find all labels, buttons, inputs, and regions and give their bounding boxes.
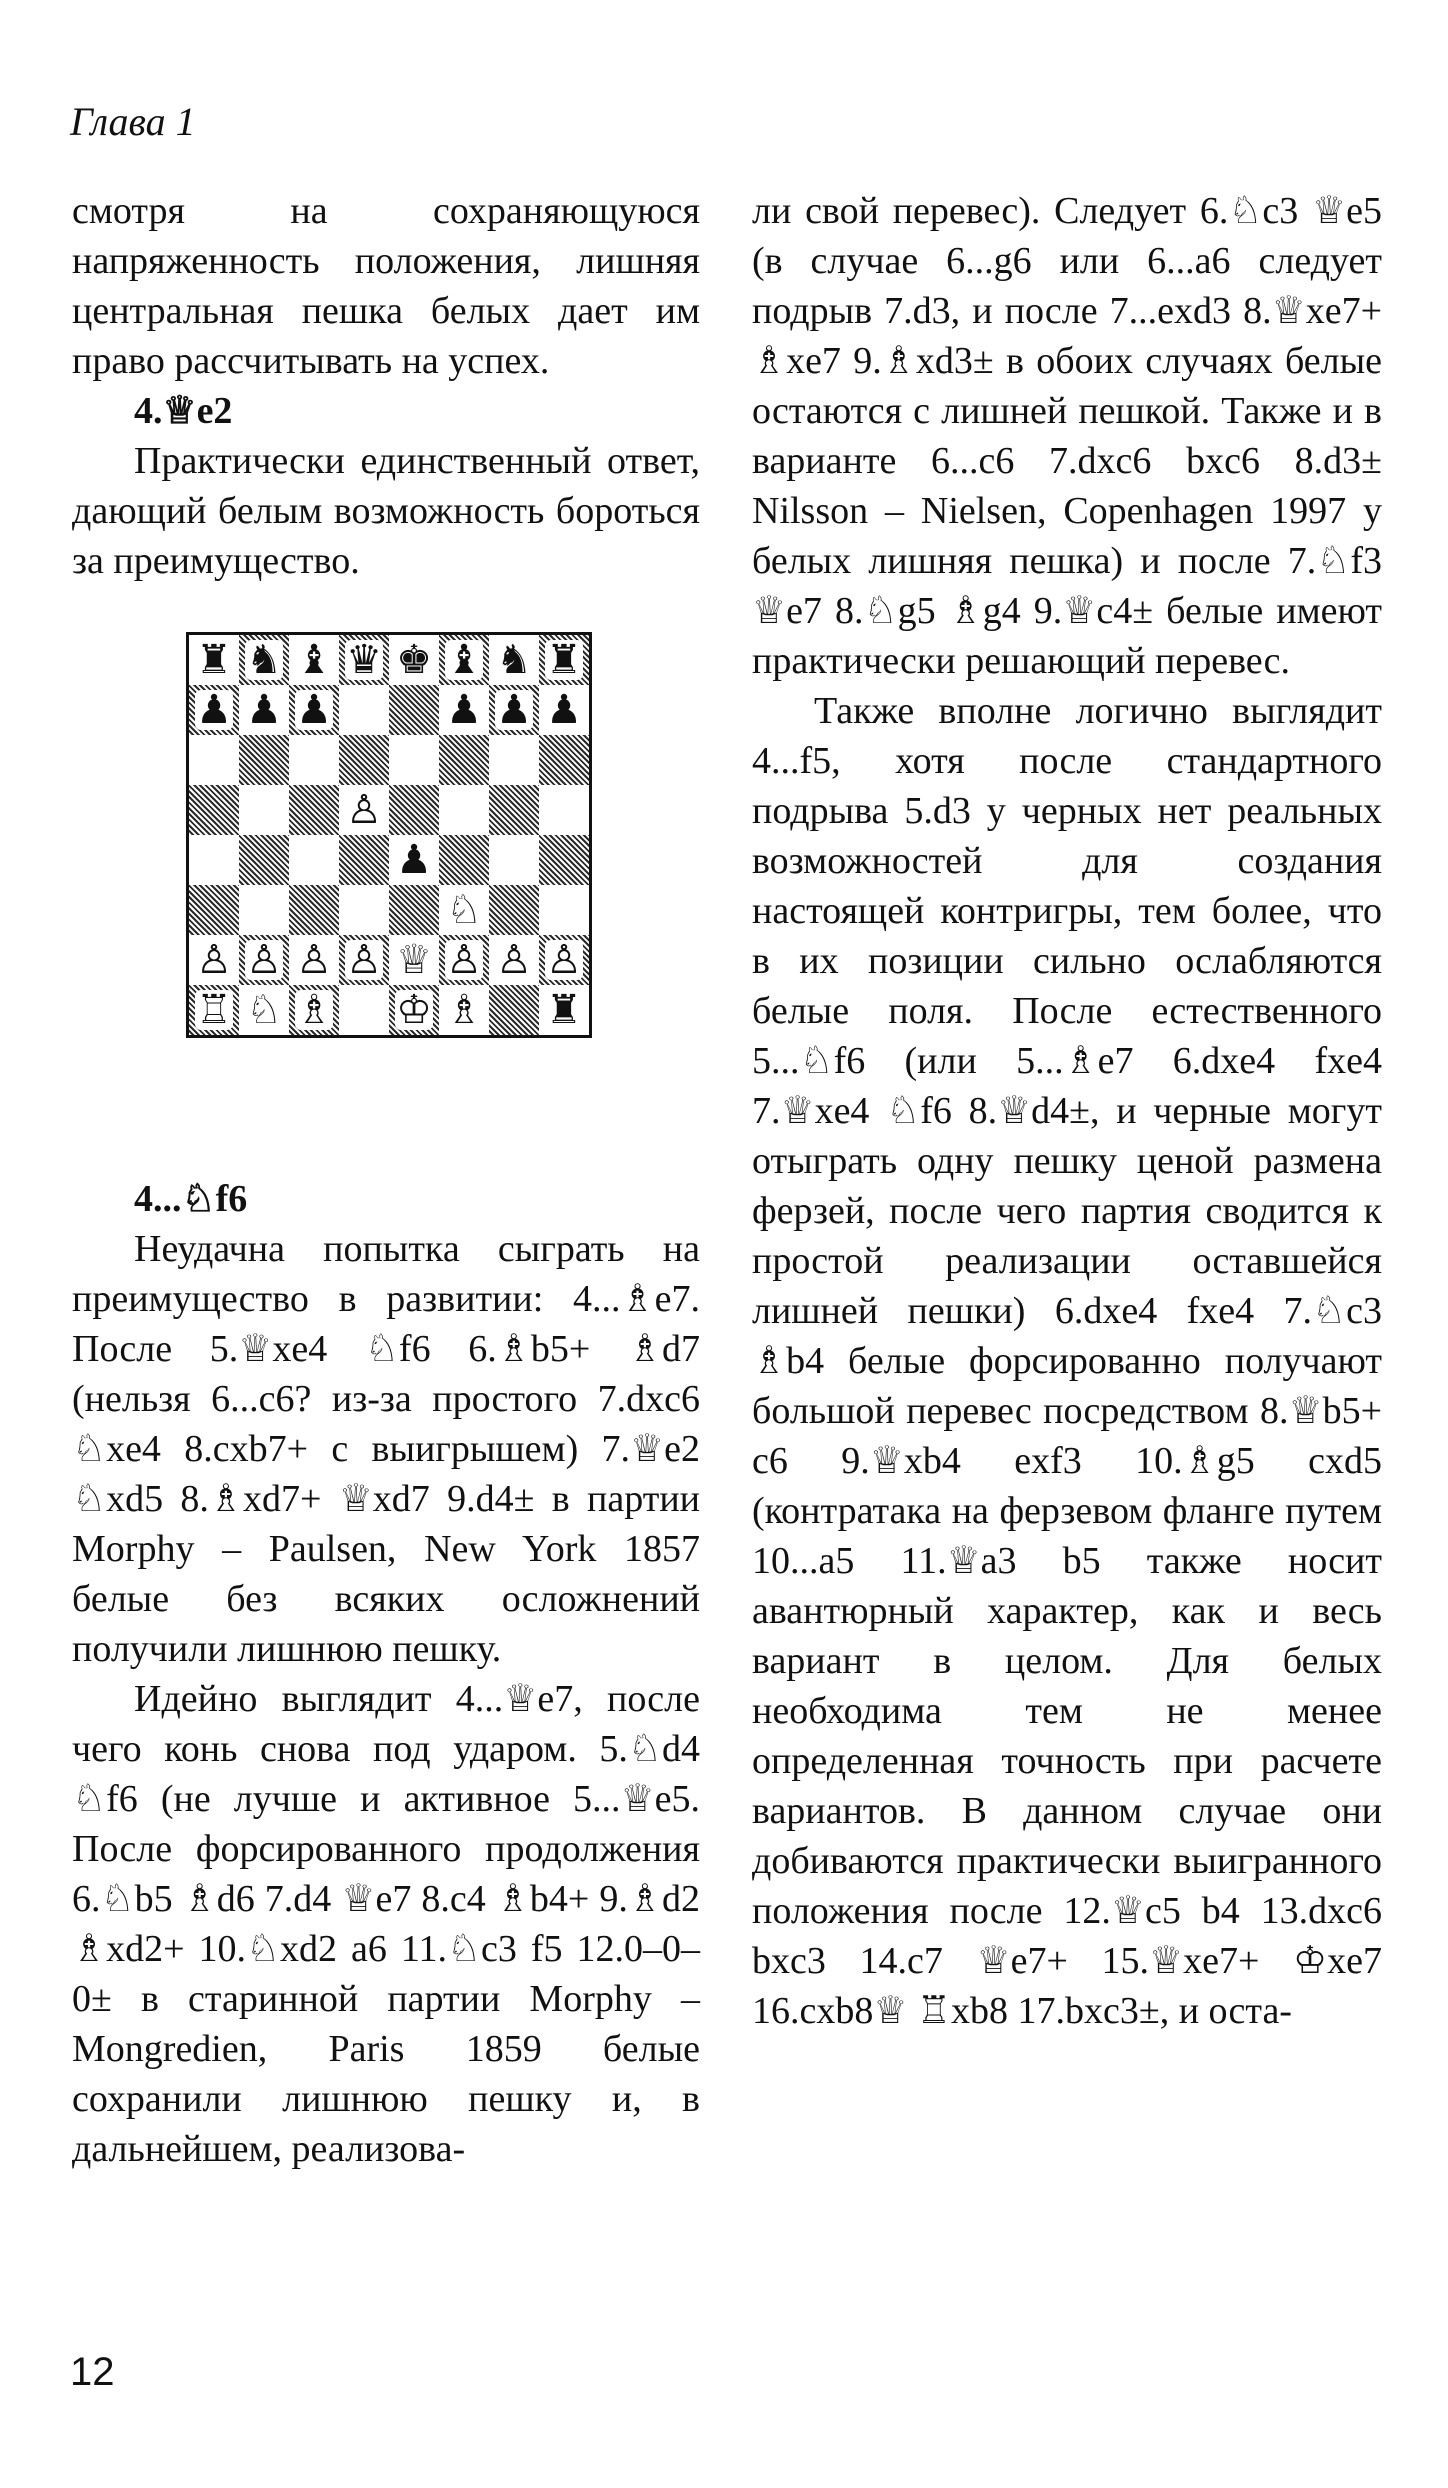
chess-piece: ♟ — [496, 687, 532, 733]
board-square — [489, 635, 539, 685]
board-square — [189, 935, 239, 985]
chess-piece: ♟ — [296, 687, 332, 733]
board-square — [189, 785, 239, 835]
board-square — [289, 885, 339, 935]
chess-piece: ♜ — [196, 637, 232, 683]
board-square — [489, 685, 539, 735]
board-square — [439, 685, 489, 735]
chess-piece: ♗ — [296, 987, 332, 1033]
board-square — [539, 785, 589, 835]
right-column — [752, 186, 1382, 2036]
chess-piece: ♞ — [496, 637, 532, 683]
board-square — [189, 885, 239, 935]
board-square — [289, 685, 339, 735]
board-square — [289, 735, 339, 785]
move-heading: 4.♕e2 — [134, 390, 233, 432]
board-square — [389, 835, 439, 885]
chess-piece: ♙ — [196, 937, 232, 983]
board-square — [539, 685, 589, 735]
chess-piece: ♔ — [396, 987, 432, 1033]
board-square — [389, 935, 439, 985]
chess-piece: ♙ — [296, 937, 332, 983]
chess-piece: ♞ — [246, 637, 282, 683]
board-square — [239, 785, 289, 835]
board-square — [289, 785, 339, 835]
chess-piece: ♘ — [246, 987, 282, 1033]
board-square — [339, 735, 389, 785]
chess-piece: ♙ — [446, 937, 482, 983]
board-square — [489, 835, 539, 885]
chess-piece: ♜ — [546, 987, 582, 1033]
chapter-title: Глава 1 — [70, 99, 196, 144]
board-square — [439, 935, 489, 985]
board-square — [439, 835, 489, 885]
board-square — [189, 685, 239, 735]
paragraph: Также вполне логично выглядит 4...f5, хотя после стандартного подрыва 5.d3 у черных нет реальных возможностей для создания настоящей контригры, тем более, что в их позиции сильно ослабляются белые поля. После естественного 5...♘f6 (или 5...♗e7 6.dxe4 fxe4 7.♕xe4 ♘f6 8.♕d4±, и черные могут отыграть одну пешку ценой размена ферзей, после чего партия сводится к простой реализации оставшейся лишней пешки) 6.dxe4 fxe4 7.♘c3 ♗b4 белые форсированно получают большой перевес посредством 8.♕b5+ c6 9.♕xb4 exf3 10.♗g5 cxd5 (контратака на ферзевом фланге путем 10...a5 11.♕a3 b5 также носит авантюрный характер, как и весь вариант в целом. Для белых необходима тем не менее определенная точность при расчете вариантов. В данном случае они добиваются практически выигранного положения после 12.♕c5 b4 13.dxc6 bxc3 14.c7 ♕e7+ 15.♕xe7+ ♔xe7 16.cxb8♕ ♖xb8 17.bxc3±, и оста- — [752, 690, 1382, 2032]
board-square — [239, 835, 289, 885]
chess-piece: ♟ — [196, 687, 232, 733]
board-square — [539, 835, 589, 885]
paragraph: Неудачна попытка сыграть на преимущество в развитии: 4...♗e7. После 5.♕xe4 ♘f6 6.♗b5+ ♗d7 (нельзя 6...c6? из-за простого 7.dxc6 ♘xe4 8.cxb7+ с выигрышем) 7.♕e2 ♘xd5 8.♗xd7+ ♕xd7 9.d4± в партии Morphy – Paulsen, New York 1857 белые без всяких осложнений получили лишнюю пешку. — [72, 1228, 700, 1670]
board-square — [489, 885, 539, 935]
chess-piece: ♕ — [396, 937, 432, 983]
board-square — [389, 635, 439, 685]
chess-piece: ♗ — [446, 987, 482, 1033]
board-square — [439, 735, 489, 785]
board-square — [239, 885, 289, 935]
board-square — [189, 735, 239, 785]
chess-piece: ♙ — [546, 937, 582, 983]
chess-piece: ♟ — [546, 687, 582, 733]
board-square — [189, 835, 239, 885]
chess-piece: ♜ — [546, 637, 582, 683]
chess-piece: ♖ — [196, 987, 232, 1033]
board-square — [239, 635, 289, 685]
chess-piece: ♟ — [396, 837, 432, 883]
diagram-area — [72, 586, 700, 1174]
board-square — [239, 935, 289, 985]
chess-piece: ♙ — [246, 937, 282, 983]
chess-piece: ♙ — [346, 937, 382, 983]
board-square — [389, 685, 439, 735]
chess-piece: ♟ — [446, 687, 482, 733]
board-square — [289, 635, 339, 685]
board-square — [339, 835, 389, 885]
board-square — [289, 935, 339, 985]
board-square — [439, 885, 489, 935]
chess-piece: ♚ — [396, 637, 432, 683]
board-square — [339, 885, 389, 935]
board-square — [539, 885, 589, 935]
board-square — [539, 985, 589, 1035]
board-square — [489, 785, 539, 835]
move-heading: 4...♘f6 — [134, 1178, 248, 1220]
chess-piece: ♘ — [446, 887, 482, 933]
chess-piece: ♝ — [296, 637, 332, 683]
board-square — [489, 985, 539, 1035]
board-square — [389, 735, 439, 785]
board-square — [339, 985, 389, 1035]
chess-piece: ♛ — [346, 637, 382, 683]
left-column — [72, 186, 700, 2174]
board-square — [539, 935, 589, 985]
paragraph: Практически единственный ответ, дающий белым возможность бороться за преимущество. — [72, 440, 700, 582]
board-square — [489, 935, 539, 985]
board-square — [239, 985, 289, 1035]
board-square — [389, 785, 439, 835]
board-square — [189, 635, 239, 685]
board-square — [339, 935, 389, 985]
page-number: 12 — [70, 2350, 115, 2394]
board-square — [289, 985, 339, 1035]
board-square — [289, 835, 339, 885]
chess-piece: ♟ — [246, 687, 282, 733]
board-square — [439, 985, 489, 1035]
paragraph: смотря на сохраняющуюся напряженность положения, лишняя центральная пешка белых дает им право рассчитывать на успех. — [72, 190, 700, 382]
chess-piece: ♝ — [446, 637, 482, 683]
chess-piece: ♙ — [496, 937, 532, 983]
chess-piece: ♙ — [346, 787, 382, 833]
board-square — [339, 785, 389, 835]
board-square — [389, 985, 439, 1035]
board-square — [439, 635, 489, 685]
board-square — [439, 785, 489, 835]
chess-diagram — [186, 632, 592, 1038]
board-square — [339, 635, 389, 685]
board-square — [539, 735, 589, 785]
paragraph: Идейно выглядит 4...♕e7, после чего конь снова под ударом. 5.♘d4 ♘f6 (не лучше и активное 5...♕e5. После форсированного продолжения 6.♘b5 ♗d6 7.d4 ♕e7 8.c4 ♗b4+ 9.♗d2 ♗xd2+ 10.♘xd2 a6 11.♘c3 f5 12.0–0–0± в старинной партии Morphy – Mongredien, Paris 1859 белые сохранили лишнюю пешку и, в дальнейшем, реализова- — [72, 1678, 700, 2170]
board-square — [239, 685, 289, 735]
board-square — [389, 885, 439, 935]
paragraph: ли свой перевес). Следует 6.♘c3 ♕e5 (в случае 6...g6 или 6...a6 следует подрыв 7.d3, и после 7...exd3 8.♕xe7+ ♗xe7 9.♗xd3± в обоих случаях белые остаются с лишней пешкой. Также и в варианте 6...c6 7.dxc6 bxc6 8.d3± Nilsson – Nielsen, Copenhagen 1997 у белых лишняя пешка) и после 7.♘f3 ♕e7 8.♘g5 ♗g4 9.♕c4± белые имеют практически решающий перевес. — [752, 190, 1382, 682]
board-square — [539, 635, 589, 685]
board-square — [189, 985, 239, 1035]
board-square — [489, 735, 539, 785]
board-square — [239, 735, 289, 785]
board-square — [339, 685, 389, 735]
